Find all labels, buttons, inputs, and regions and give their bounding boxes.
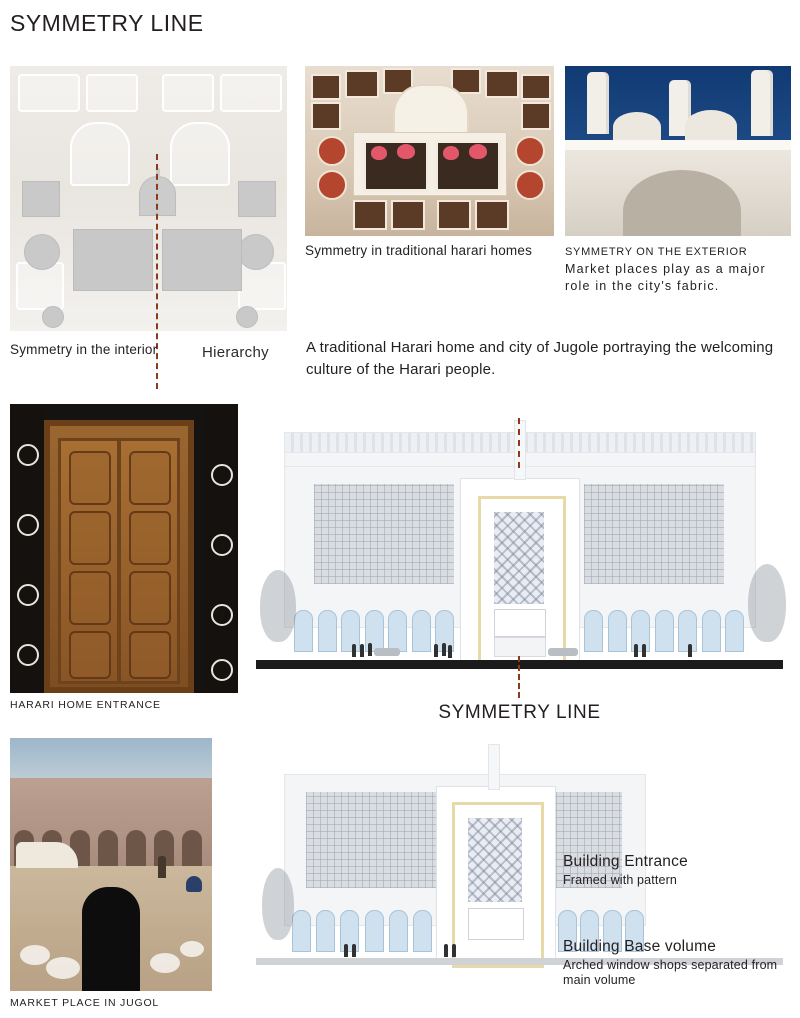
circle-right-large [238,234,274,270]
person-silhouette [82,887,140,991]
arch [98,830,118,870]
circle-left-small [42,306,64,328]
exterior-caption-body: Market places play as a major role in the city's fabric. [565,262,766,293]
flower-arrangement [469,144,487,159]
symmetry-axis-line [518,418,520,468]
tower-mast [514,420,526,480]
door-leaf-left [58,438,120,684]
tree [262,868,294,940]
arcade-right [584,610,744,652]
shelf-square-left [22,181,60,217]
arched-shop-window [725,610,744,652]
painted-left-jamb [10,404,44,693]
wall-plate [317,170,347,200]
person [442,643,446,656]
picture-frame [521,74,551,100]
tree [748,564,786,642]
carved-wooden-door [44,420,194,693]
picture-frame [485,70,519,98]
arched-shop-window [655,610,674,652]
arched-shop-window [318,610,337,652]
building-elevation-detail [248,738,791,996]
arched-shop-window [702,610,721,652]
entrance-door [494,609,546,637]
person [642,644,646,657]
door-leaf-right [118,438,180,684]
arched-shop-window [292,910,311,952]
perforated-screen-left [314,484,454,584]
perforated-screen-right [584,484,724,584]
picture-frame [311,102,341,130]
market-goods [180,941,204,957]
entrance-pattern-panel [494,512,544,604]
person [352,944,356,957]
dome [613,112,661,142]
picture-frame [521,102,551,130]
symmetry-line-label: SYMMETRY LINE [438,702,601,723]
wall-motif [238,262,286,310]
car [548,648,578,656]
arched-shop-window [316,910,335,952]
picture-frame [437,200,471,230]
person [688,644,692,657]
arched-shop-window [413,910,432,952]
market-tent [16,842,78,868]
door-photo-caption: HARARI HOME ENTRANCE [10,699,161,711]
building-elevation-main [248,404,791,700]
market-goods [46,957,80,979]
person [434,644,438,657]
finial [587,72,609,134]
annotation-heading: Building Base volume [563,938,717,955]
traditional-harari-home-interior-photo [305,66,554,236]
arched-shop-window [389,910,408,952]
wall-motif [70,122,130,186]
finial [751,70,773,136]
arched-shop-window [412,610,431,652]
perforated-screen-left [306,792,436,888]
person [452,944,456,957]
hierarchy-label: Hierarchy [202,344,269,361]
page-title: SYMMETRY LINE [10,10,204,36]
flower-arrangement [371,146,387,160]
flower-arrangement [397,144,415,159]
person [360,644,364,657]
cornice-band [565,140,791,150]
entrance-door [468,908,524,940]
person-walking [158,856,166,878]
person [352,644,356,657]
picture-frame [475,200,509,230]
circle-right-small [236,306,258,328]
exterior-symmetry-photo [565,66,791,236]
person [448,645,452,658]
panel-right [162,229,242,291]
wall-motif [170,122,230,186]
annotation-subtext: Arched window shops separated from main volume [563,957,778,988]
interior-diagram-caption: Symmetry in the interior [10,342,158,357]
annotation-building-base [563,938,798,989]
panel-left [73,229,153,291]
arch [182,830,202,870]
painted-right-jamb [204,404,238,693]
person [344,944,348,957]
picture-frame [311,74,341,100]
market-goods [150,953,180,973]
car [374,648,400,656]
arched-shop-window [365,910,384,952]
annotation-subtext: Framed with pattern [563,872,678,887]
person-seated [186,876,202,892]
wall-plate [515,170,545,200]
arcade-left [292,910,432,952]
arched-shop-window [341,610,360,652]
shelf-square-right [238,181,276,217]
wall-motif [220,74,282,112]
person [368,643,372,656]
arched-shop-window [584,610,603,652]
wall-motif [86,74,138,112]
wall-plate [515,136,545,166]
picture-frame [391,200,425,230]
wall-motif [18,74,80,112]
arched-shop-window [294,610,313,652]
symmetry-axis-line [518,656,520,698]
flower-arrangement [443,146,459,160]
wall-motif [162,74,214,112]
exterior-caption-title: SYMMETRY ON THE EXTERIOR [565,246,748,258]
entrance-pattern-panel [468,818,522,902]
arch [126,830,146,870]
picture-frame [345,70,379,98]
circle-left-large [24,234,60,270]
carved-crown [393,84,469,136]
harari-home-entrance-photo [10,404,238,693]
intro-paragraph: A traditional Harari home and city of Jugole portraying the welcoming culture of the Harari people. [306,339,774,378]
annotation-building-entrance [563,853,798,888]
annotation-heading: Building Entrance [563,853,688,870]
exterior-caption-block [565,246,793,295]
wall-plate [317,136,347,166]
dome [685,110,737,142]
market-photo-caption: MARKET PLACE IN JUGOL [10,997,160,1009]
market-goods [20,945,50,965]
picture-frame [353,200,387,230]
tower-mast [488,744,500,790]
harari-interior-caption: Symmetry in traditional harari homes [305,243,533,258]
person [634,644,638,657]
person [444,944,448,957]
tree [260,570,296,642]
arched-shop-window [608,610,627,652]
arcade-left [294,610,454,652]
arched-shop-window [388,610,407,652]
market-place-in-jugol-photo [10,738,212,991]
entrance-threshold [494,637,546,657]
